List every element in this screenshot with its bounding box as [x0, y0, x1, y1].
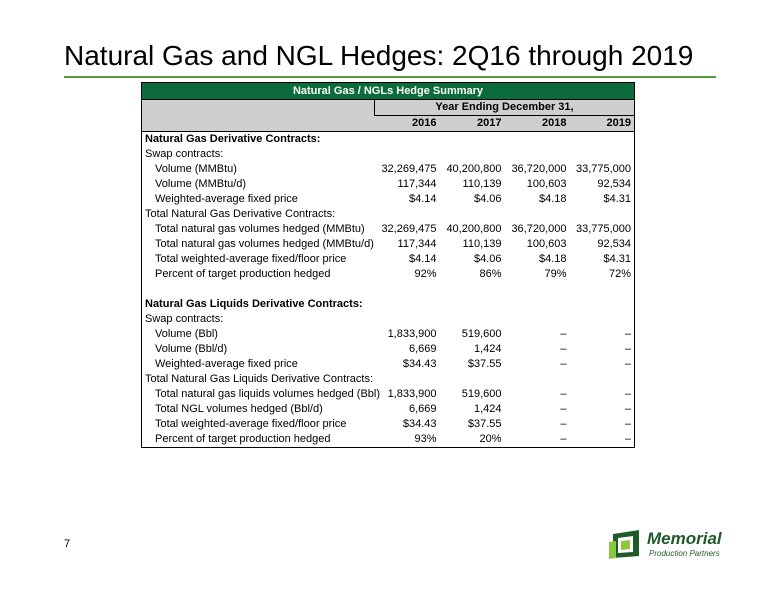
cell-2017	[440, 297, 505, 312]
cell-2019: –	[570, 402, 635, 417]
cell-2017	[440, 312, 505, 327]
cell-2018: 36,720,000	[511, 223, 567, 235]
row-label: Volume (MMBtu/d)	[142, 177, 375, 192]
cell-2017: 110,139	[462, 238, 502, 250]
cell-2019: –	[570, 327, 635, 342]
table-row	[142, 177, 635, 192]
row-label: Total NGL volumes hedged (Bbl/d)	[142, 402, 375, 417]
cell-2018: –	[505, 432, 570, 448]
table-row	[142, 402, 635, 417]
cell-2018	[505, 207, 570, 222]
year-header-2017: 2017	[440, 116, 505, 132]
cell-2019: $4.31	[570, 192, 635, 207]
row-label: Natural Gas Liquids Derivative Contracts:	[142, 297, 375, 312]
cell-2019: $4.31	[570, 252, 635, 267]
row-label: Volume (MMBtu)	[142, 162, 375, 177]
cell-2016: 32,269,475	[381, 223, 437, 235]
cell-2019: –	[570, 342, 635, 357]
row-label: Weighted-average fixed price	[142, 192, 375, 207]
table-row	[142, 297, 635, 312]
cell-2016: 1,833,900	[387, 388, 437, 400]
cell-2019	[570, 147, 635, 162]
row-label: Percent of target production hedged	[142, 432, 375, 448]
table-row	[142, 147, 635, 162]
cell-2018: $4.18	[538, 253, 567, 265]
table-row	[142, 312, 635, 327]
logo-wordmark: Memorial	[647, 529, 722, 548]
row-label: Total natural gas volumes hedged (MMBtu)	[142, 222, 375, 237]
table-row	[142, 372, 635, 387]
cell-2018: –	[560, 358, 567, 370]
row-label: Total weighted-average fixed/floor price	[142, 252, 375, 267]
cell-2017: 519,600	[461, 388, 502, 400]
logo-mark-icon	[609, 528, 643, 560]
cell-2018: 100,603	[526, 238, 567, 250]
cell-2017: 40,200,800	[446, 163, 502, 175]
year-header-2016: 2016	[375, 116, 440, 132]
period-header-row	[142, 100, 635, 116]
year-header-row	[142, 116, 635, 132]
company-logo	[609, 528, 722, 560]
cell-2017: $4.06	[473, 253, 502, 265]
cell-2018	[505, 132, 570, 148]
row-label: Total weighted-average fixed/floor price	[142, 417, 375, 432]
cell-2019	[570, 372, 635, 387]
cell-2019	[570, 282, 635, 297]
cell-2017: 86%	[479, 268, 502, 280]
cell-2017	[440, 372, 505, 387]
cell-2017	[440, 282, 505, 297]
table-row	[142, 282, 635, 297]
cell-2016	[375, 297, 440, 312]
row-label: Weighted-average fixed price	[142, 357, 375, 372]
year-header-2019: 2019	[570, 116, 635, 132]
page-number: 7	[64, 538, 71, 550]
cell-2018: –	[560, 418, 567, 430]
table-body	[142, 132, 635, 448]
cell-2016	[375, 282, 440, 297]
table-row	[142, 192, 635, 207]
cell-2016	[375, 372, 440, 387]
year-header-spacer	[142, 116, 375, 132]
table-title-row	[142, 83, 635, 100]
table-title: Natural Gas / NGLs Hedge Summary	[142, 83, 635, 100]
cell-2019: –	[570, 357, 635, 372]
table-row	[142, 357, 635, 372]
table-row	[142, 342, 635, 357]
logo-tagline: Production Partners	[649, 549, 720, 558]
cell-2019: 33,775,000	[570, 222, 635, 237]
cell-2017: $4.06	[473, 193, 502, 205]
table-row	[142, 162, 635, 177]
cell-2018: 79%	[544, 268, 567, 280]
cell-2016: 93%	[375, 432, 440, 448]
row-label: Swap contracts:	[142, 147, 375, 162]
cell-2016: $34.43	[402, 418, 437, 430]
row-label	[142, 282, 375, 297]
table-row	[142, 267, 635, 282]
cell-2016: 117,344	[397, 238, 437, 250]
cell-2019: –	[570, 387, 635, 402]
table-row	[142, 417, 635, 432]
table-row	[142, 432, 635, 448]
cell-2016: $34.43	[402, 358, 437, 370]
cell-2019: 33,775,000	[570, 162, 635, 177]
cell-2016	[375, 207, 440, 222]
cell-2016: 92%	[414, 268, 437, 280]
row-label: Swap contracts:	[142, 312, 375, 327]
year-header-2018: 2018	[505, 116, 570, 132]
cell-2017	[440, 207, 505, 222]
cell-2016: $4.14	[408, 193, 437, 205]
cell-2016: 6,669	[408, 403, 437, 415]
cell-2017: 519,600	[461, 328, 502, 340]
row-label: Natural Gas Derivative Contracts:	[142, 132, 375, 148]
cell-2017	[440, 147, 505, 162]
cell-2016: 117,344	[397, 178, 437, 190]
row-label: Percent of target production hedged	[142, 267, 375, 282]
row-label: Total Natural Gas Liquids Derivative Contracts:	[142, 372, 375, 387]
cell-2017: 20%	[440, 432, 505, 448]
cell-2016	[375, 132, 440, 148]
table-row	[142, 222, 635, 237]
table-row	[142, 132, 635, 148]
cell-2018: 36,720,000	[511, 163, 567, 175]
table-row	[142, 207, 635, 222]
cell-2017: 1,424	[473, 343, 502, 355]
cell-2016: $4.14	[408, 253, 437, 265]
cell-2018	[505, 372, 570, 387]
cell-2018: $4.18	[538, 193, 567, 205]
cell-2016	[375, 147, 440, 162]
cell-2019	[570, 132, 635, 148]
cell-2019	[570, 207, 635, 222]
cell-2019: –	[570, 432, 635, 448]
cell-2016: 1,833,900	[387, 328, 437, 340]
row-label: Volume (Bbl)	[142, 327, 375, 342]
row-label: Total Natural Gas Derivative Contracts:	[142, 207, 375, 222]
row-label: Total natural gas liquids volumes hedged (Bbl)	[142, 387, 375, 402]
cell-2019	[570, 297, 635, 312]
slide-title: Natural Gas and NGL Hedges: 2Q16 through 2019	[64, 40, 694, 71]
period-header-spacer	[142, 100, 375, 116]
cell-2017: 110,139	[462, 178, 502, 190]
cell-2018: –	[560, 388, 567, 400]
table-row	[142, 237, 635, 252]
table-row	[142, 387, 635, 402]
cell-2017: $37.55	[467, 358, 502, 370]
hedge-summary-table	[141, 82, 635, 448]
cell-2018	[505, 312, 570, 327]
cell-2017: 1,424	[473, 403, 502, 415]
cell-2019	[570, 312, 635, 327]
cell-2016: 32,269,475	[381, 163, 437, 175]
row-label: Volume (Bbl/d)	[142, 342, 375, 357]
cell-2019: –	[570, 417, 635, 432]
cell-2016: 6,669	[408, 343, 437, 355]
cell-2017: 40,200,800	[446, 223, 502, 235]
table-row	[142, 252, 635, 267]
cell-2018: –	[560, 403, 567, 415]
cell-2018	[505, 297, 570, 312]
cell-2018: 100,603	[526, 178, 567, 190]
title-divider	[64, 76, 716, 78]
cell-2017: $37.55	[467, 418, 502, 430]
cell-2019: 72%	[570, 267, 635, 282]
cell-2019: 92,534	[570, 237, 635, 252]
period-header: Year Ending December 31,	[375, 100, 635, 116]
cell-2018: –	[560, 343, 567, 355]
cell-2017	[440, 132, 505, 148]
cell-2016	[375, 312, 440, 327]
cell-2019: 92,534	[570, 177, 635, 192]
table-row	[142, 327, 635, 342]
cell-2018	[505, 147, 570, 162]
cell-2018: –	[560, 328, 567, 340]
cell-2018	[505, 282, 570, 297]
row-label: Total natural gas volumes hedged (MMBtu/d)	[142, 237, 375, 252]
